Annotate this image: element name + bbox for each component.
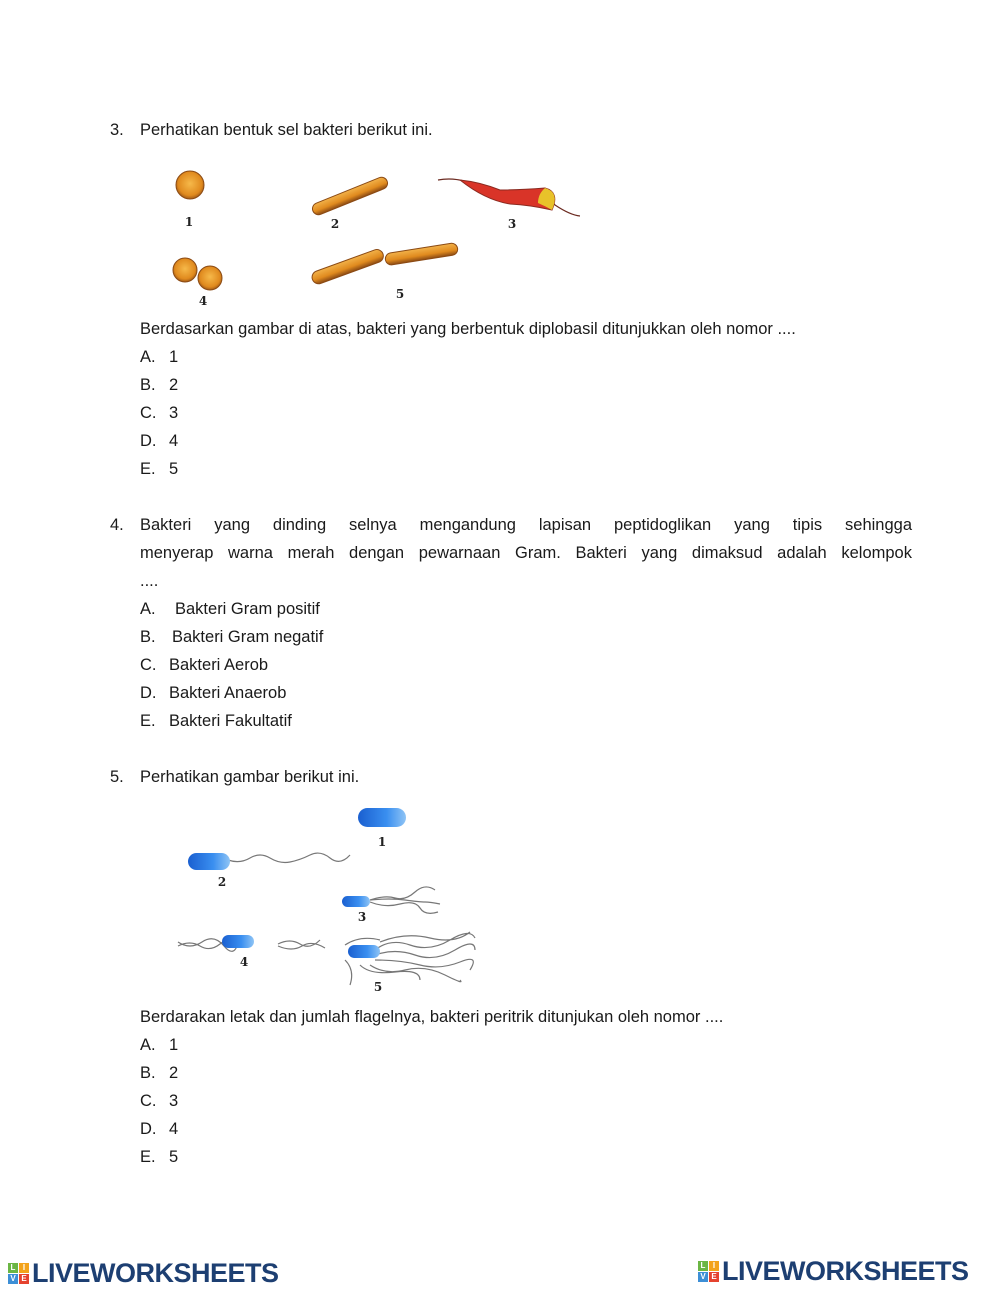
option-letter: D. [140, 1120, 157, 1138]
q4-option-e[interactable] [140, 711, 292, 731]
q3-bacteria-figure [160, 160, 610, 310]
option-text: 1 [169, 1036, 179, 1054]
option-letter: A. [140, 348, 156, 366]
q3-option-d[interactable] [140, 431, 178, 451]
q3-prompt: Perhatikan bentuk sel bakteri berikut ini. [140, 121, 433, 139]
fig-label-1: 1 [377, 835, 387, 849]
logo-text: LIVEWORKSHEETS [722, 1256, 969, 1286]
fig-label-1: 1 [184, 215, 194, 229]
q3-option-e[interactable] [140, 459, 178, 479]
logo-squares-icon [8, 1263, 29, 1284]
logo-text: LIVEWORKSHEETS [32, 1258, 279, 1288]
q5-option-d[interactable] [140, 1119, 178, 1139]
option-letter: B. [140, 376, 156, 394]
q3-question: Berdasarkan gambar di atas, bakteri yang berbentuk diplobasil ditunjukkan oleh nomor .... [140, 320, 796, 338]
q4-text-line-3: .... [140, 572, 159, 590]
option-letter: C. [140, 404, 157, 422]
diplobacillus-shape [310, 242, 458, 285]
option-text: 3 [169, 404, 179, 422]
option-letter: C. [140, 656, 157, 674]
option-text: 2 [169, 376, 179, 394]
coccus-shape [176, 171, 204, 199]
q5-flagella-figure [160, 800, 490, 1000]
lophotrichous-cell [342, 896, 370, 907]
logo-squares-icon [698, 1261, 719, 1282]
q3-option-b[interactable] [140, 375, 178, 395]
logo-letter: L [8, 1263, 18, 1273]
q5-option-a[interactable] [140, 1035, 178, 1055]
option-text: 4 [169, 432, 179, 450]
liveworksheets-logo-left [8, 1258, 279, 1289]
q4-option-b[interactable] [140, 627, 323, 647]
diplococcus-shape [173, 258, 222, 290]
q4-text-line-2: menyerap warna merah dengan pewarnaan Gram. Bakteri yang dimaksud adalah kelompok [140, 544, 912, 562]
bacillus-shape [311, 175, 390, 216]
logo-letter: I [709, 1261, 719, 1271]
logo-letter: V [8, 1274, 18, 1284]
option-text: Bakteri Gram positif [175, 600, 320, 618]
q4-number: 4. [110, 516, 124, 534]
option-text: Bakteri Gram negatif [172, 628, 324, 646]
q5-number: 5. [110, 768, 124, 786]
fig-label-2: 2 [217, 875, 227, 889]
logo-letter: E [19, 1274, 29, 1284]
peritrichous-cell [348, 945, 380, 958]
q5-option-c[interactable] [140, 1091, 178, 1111]
option-letter: E. [140, 460, 156, 478]
option-text: 1 [169, 348, 179, 366]
option-letter: D. [140, 432, 157, 450]
logo-letter: E [709, 1272, 719, 1282]
amphitrichous-cell [222, 935, 254, 948]
logo-letter: L [698, 1261, 708, 1271]
monotrichous-cell [188, 853, 230, 870]
liveworksheets-logo-right [698, 1256, 969, 1287]
option-text: Bakteri Anaerob [169, 684, 287, 702]
q5-question: Berdarakan letak dan jumlah flagelnya, bakteri peritrik ditunjukan oleh nomor .... [140, 1008, 724, 1026]
logo-letter: V [698, 1272, 708, 1282]
option-letter: B. [140, 628, 156, 646]
option-text: 5 [169, 1148, 179, 1166]
fig-label-5: 5 [373, 980, 383, 994]
q5-prompt: Perhatikan gambar berikut ini. [140, 768, 360, 786]
q4-text-line-1: Bakteri yang dinding selnya mengandung lapisan peptidoglikan yang tipis sehingga [140, 516, 912, 534]
option-text: Bakteri Fakultatif [169, 712, 292, 730]
option-text: 3 [169, 1092, 179, 1110]
option-text: Bakteri Aerob [169, 656, 269, 674]
option-letter: C. [140, 1092, 157, 1110]
fig-label-3: 3 [507, 217, 517, 231]
q4-option-a[interactable] [140, 599, 320, 619]
option-letter: E. [140, 1148, 156, 1166]
option-letter: A. [140, 600, 156, 618]
option-letter: A. [140, 1036, 156, 1054]
q4-option-c[interactable] [140, 655, 268, 675]
option-letter: D. [140, 684, 157, 702]
q3-option-c[interactable] [140, 403, 178, 423]
fig-label-2: 2 [330, 217, 340, 231]
option-text: 5 [169, 460, 179, 478]
q4-option-d[interactable] [140, 683, 286, 703]
fig-label-5: 5 [395, 287, 405, 301]
q3-number: 3. [110, 121, 124, 139]
option-text: 2 [169, 1064, 179, 1082]
spirillum-shape [438, 179, 580, 216]
option-letter: E. [140, 712, 156, 730]
option-text: 4 [169, 1120, 179, 1138]
q5-option-e[interactable] [140, 1147, 178, 1167]
atrichous-cell [358, 808, 406, 827]
option-letter: B. [140, 1064, 156, 1082]
q5-option-b[interactable] [140, 1063, 178, 1083]
fig-label-3: 3 [357, 910, 367, 924]
q3-option-a[interactable] [140, 347, 178, 367]
fig-label-4: 4 [198, 294, 208, 308]
fig-label-4: 4 [239, 955, 249, 969]
logo-letter: I [19, 1263, 29, 1273]
